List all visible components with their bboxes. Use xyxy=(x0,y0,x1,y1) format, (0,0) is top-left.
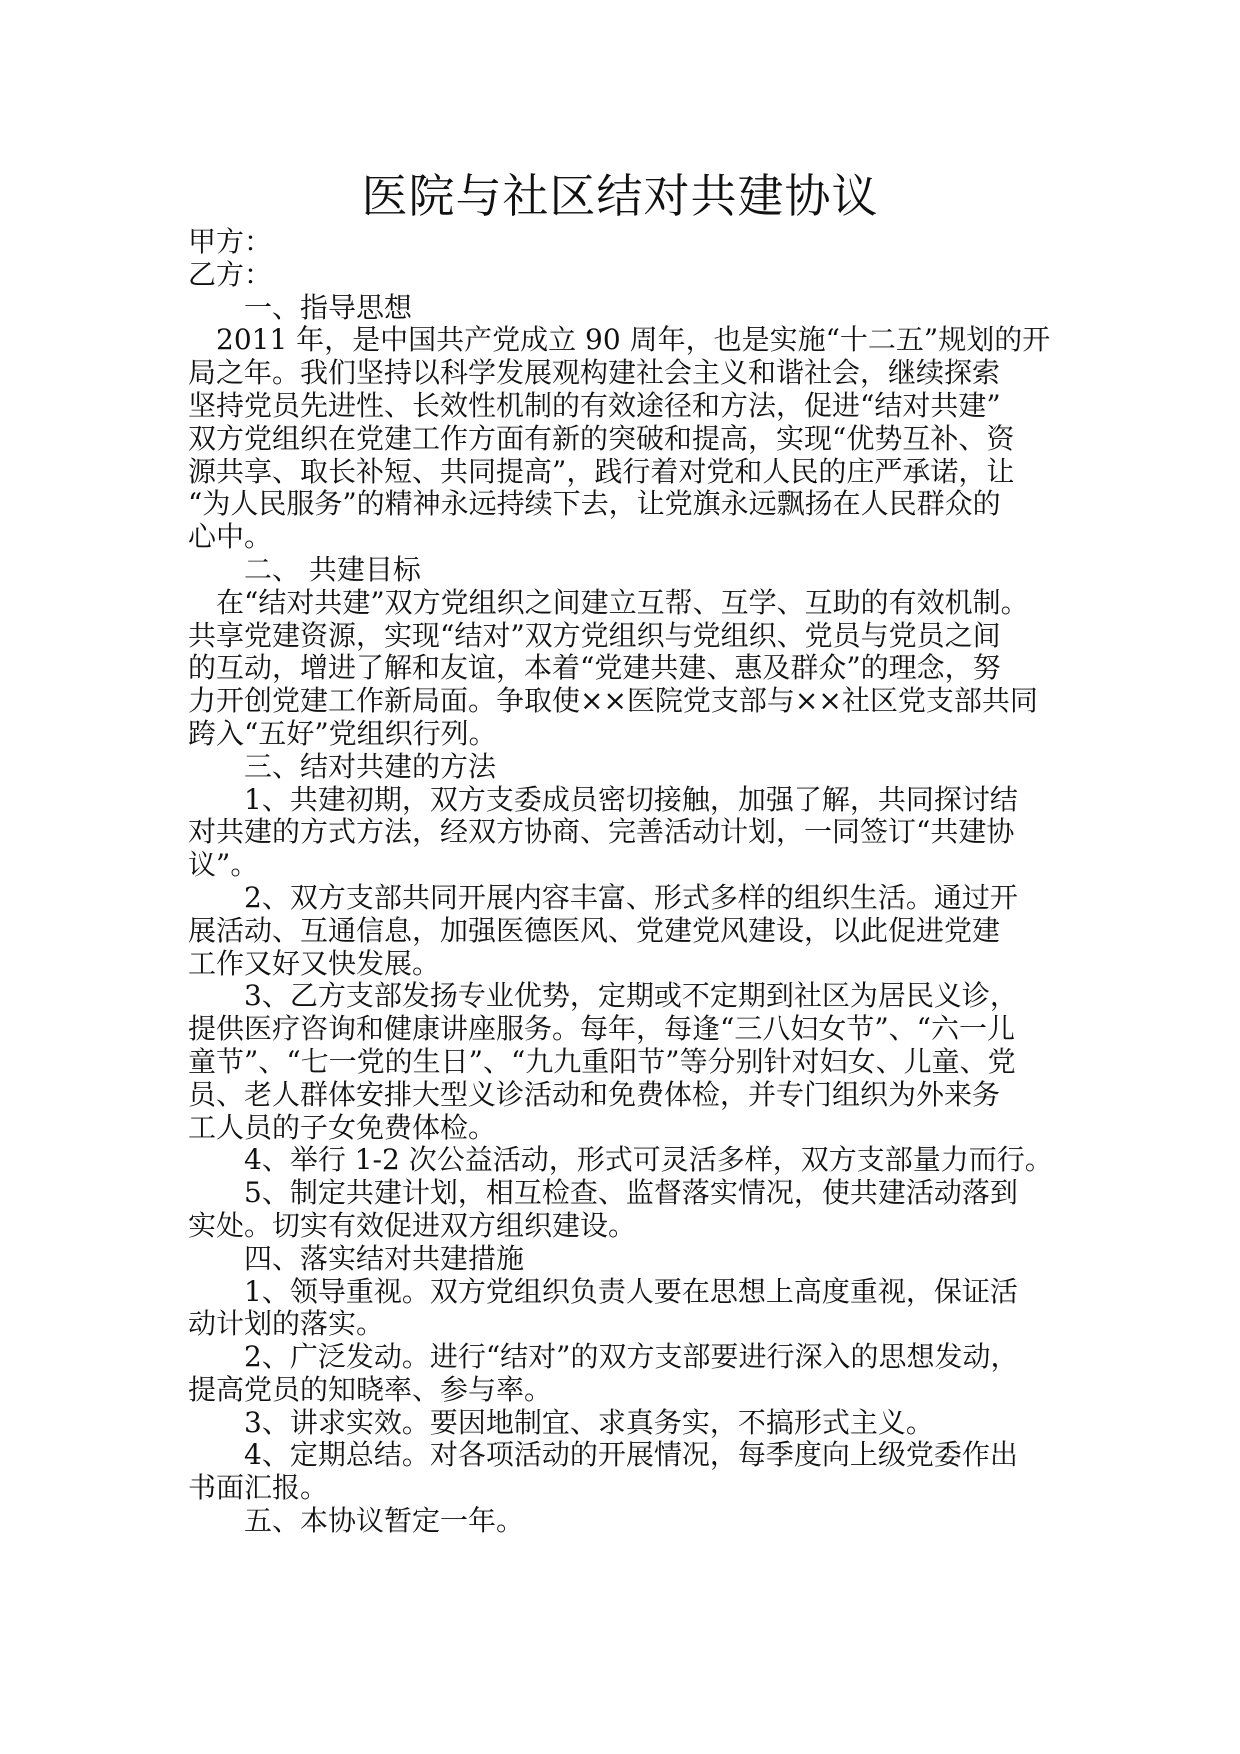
text-line: 三、结对共建的方法 xyxy=(244,749,497,783)
text-line: 二、 共建目标 xyxy=(244,552,421,586)
text-line: 的互动，增进了解和友谊，本着“党建共建、惠及群众”的理念，努 xyxy=(188,651,1001,685)
text-line: 议”。 xyxy=(188,848,259,882)
text-line: 提供医疗咨询和健康讲座服务。每年，每逢“三八妇女节”、“六一儿 xyxy=(188,1012,1015,1046)
text-line: 对共建的方式方法，经双方协商、完善活动计划，一同签订“共建协 xyxy=(188,815,1015,849)
text-line: “为人民服务”的精神永远持续下去，让党旗永远飘扬在人民群众的 xyxy=(188,487,1001,521)
text-line: 5、制定共建计划，相互检查、监督落实情况，使共建活动落到 xyxy=(244,1176,1018,1210)
text-line: 一、指导思想 xyxy=(244,290,413,324)
text-line: 源共享、取长补短、共同提高”，践行着对党和人民的庄严承诺，让 xyxy=(188,454,1015,488)
text-line: 童节”、“七一党的生日”、“九九重阳节”等分别针对妇女、儿童、党 xyxy=(188,1044,1016,1078)
text-line: 提高党员的知晓率、参与率。 xyxy=(188,1372,553,1406)
text-line: 五、本协议暂定一年。 xyxy=(244,1504,525,1538)
text-line: 甲方： xyxy=(188,225,273,258)
text-line: 工作又好又快发展。 xyxy=(188,946,441,980)
text-line: 1、共建初期，双方支委成员密切接触，加强了解，共同探讨结 xyxy=(244,782,1018,816)
text-line: 4、定期总结。对各项活动的开展情况，每季度向上级党委作出 xyxy=(244,1438,1018,1472)
text-line: 心中。 xyxy=(188,520,273,554)
text-line: 共享党建资源，实现“结对”双方党组织与党组织、党员与党员之间 xyxy=(188,618,1001,652)
text-line: 实处。切实有效促进双方组织建设。 xyxy=(188,1208,637,1242)
document-title: 医院与社区结对共建协议 xyxy=(361,169,879,223)
text-line: 书面汇报。 xyxy=(188,1471,329,1505)
text-line: 2011 年，是中国共产党成立 90 周年，也是实施“十二五”规划的开 xyxy=(216,323,1051,357)
text-line: 2、双方支部共同开展内容丰富、形式多样的组织生活。通过开 xyxy=(244,880,1018,914)
text-line: 展活动、互通信息，加强医德医风、党建党风建设，以此促进党建 xyxy=(188,913,1001,947)
text-line: 3、乙方支部发扬专业优势，定期或不定期到社区为居民义诊， xyxy=(244,979,1018,1013)
text-line: 局之年。我们坚持以科学发展观构建社会主义和谐社会，继续探索 xyxy=(188,356,1001,390)
document-body xyxy=(188,225,1053,1538)
text-line: 跨入“五好”党组织行列。 xyxy=(188,716,497,750)
text-line: 四、落实结对共建措施 xyxy=(244,1241,525,1275)
text-line: 坚持党员先进性、长效性机制的有效途径和方法，促进“结对共建” xyxy=(188,388,1001,422)
text-line: 2、广泛发动。进行“结对”的双方支部要进行深入的思想发动， xyxy=(244,1340,1019,1374)
text-line: 员、老人群体安排大型义诊活动和免费体检，并专门组织为外来务 xyxy=(188,1077,1001,1111)
text-line: 力开创党建工作新局面。争取使××医院党支部与××社区党支部共同 xyxy=(188,684,1038,718)
text-line: 乙方： xyxy=(188,257,273,291)
text-line: 4、举行 1-2 次公益活动，形式可灵活多样，双方支部量力而行。 xyxy=(244,1143,1053,1177)
text-line: 1、领导重视。双方党组织负责人要在思想上高度重视，保证活 xyxy=(244,1274,1018,1308)
text-line: 双方党组织在党建工作方面有新的突破和提高，实现“优势互补、资 xyxy=(188,421,1015,455)
text-line: 在“结对共建”双方党组织之间建立互帮、互学、互助的有效机制。 xyxy=(216,585,1029,619)
text-line: 3、讲求实效。要因地制宜、求真务实，不搞形式主义。 xyxy=(244,1405,934,1439)
text-line: 动计划的落实。 xyxy=(188,1307,385,1341)
text-line: 工人员的子女免费体检。 xyxy=(188,1110,497,1144)
